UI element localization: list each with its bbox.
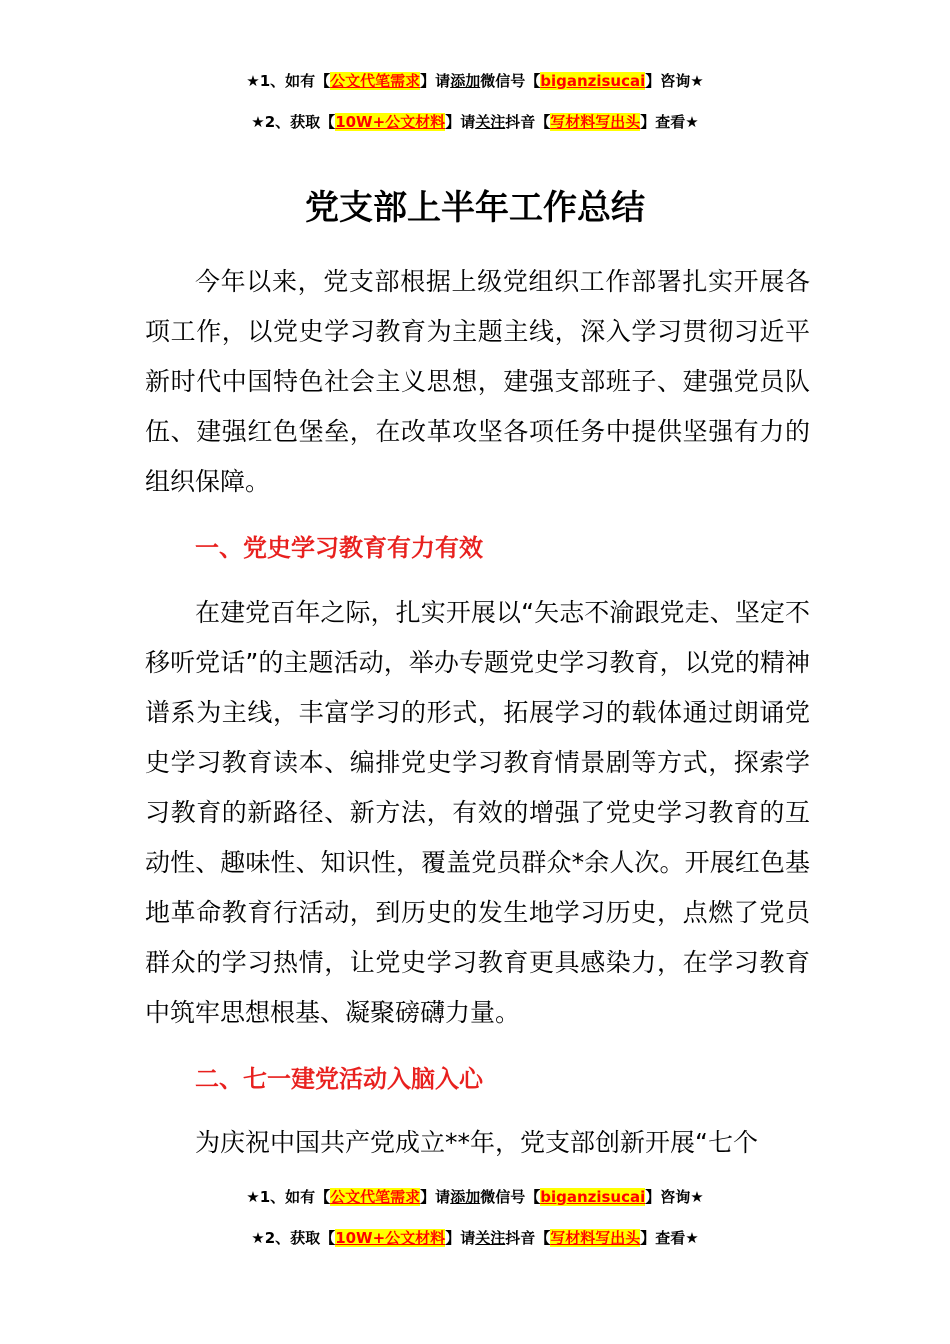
notice-text: ★1、如有【 (246, 72, 331, 90)
notice-highlight-account: 写材料写出头 (550, 1229, 641, 1247)
notice-highlight-wechat-id: biganzisucai (540, 1188, 646, 1206)
top-notice-line-1 (0, 70, 950, 92)
notice-text: ★2、获取【 (251, 1229, 336, 1247)
notice-text: 】咨询★ (645, 1188, 704, 1206)
section-heading-1: 一、党史学习教育有力有效 (195, 534, 483, 562)
notice-highlight-account: 写材料写出头 (550, 113, 641, 131)
document-title: 党支部上半年工作总结 (305, 188, 645, 228)
notice-text: 抖音【 (505, 113, 551, 131)
notice-underlined-word: 关注 (475, 113, 506, 131)
notice-underlined-word: 添加 (450, 1188, 481, 1206)
notice-text: ★2、获取【 (251, 113, 336, 131)
intro-paragraph: 今年以来，党支部根据上级党组织工作部署扎实开展各项工作，以党史学习教育为主题主线，深入学习贯彻习近平新时代中国特色社会主义思想，建强支部班子、建强党员队伍、建强红色堡垒，在改革攻坚各项任务中提供坚强有力的组织保障。 (145, 267, 810, 496)
notice-highlight-materials: 10W+公文材料 (335, 1229, 446, 1247)
notice-text: ★1、如有【 (246, 1188, 331, 1206)
bottom-notice-line-2 (0, 1227, 950, 1249)
notice-text: 抖音【 (505, 1229, 551, 1247)
bottom-notice-line-1 (0, 1186, 950, 1208)
notice-text: 微信号【 (480, 72, 541, 90)
notice-highlight-wechat-id: biganzisucai (540, 72, 646, 90)
notice-highlight-service: 公文代笔需求 (330, 72, 421, 90)
notice-text: 】请 (445, 113, 476, 131)
notice-text: 】请 (445, 1229, 476, 1247)
notice-text: 】请 (420, 72, 451, 90)
top-notice-line-2 (0, 111, 950, 133)
notice-underlined-word: 关注 (475, 1229, 506, 1247)
section-2-paragraph: 为庆祝中国共产党成立**年，党支部创新开展“七个 (195, 1128, 758, 1157)
section-heading-2: 二、七一建党活动入脑入心 (195, 1065, 483, 1093)
notice-text: 】咨询★ (645, 72, 704, 90)
notice-highlight-service: 公文代笔需求 (330, 1188, 421, 1206)
notice-highlight-materials: 10W+公文材料 (335, 113, 446, 131)
notice-text: 】查看★ (640, 1229, 699, 1247)
notice-text: 微信号【 (480, 1188, 541, 1206)
notice-text: 】请 (420, 1188, 451, 1206)
notice-underlined-word: 添加 (450, 72, 481, 90)
section-1-paragraph: 在建党百年之际，扎实开展以“矢志不渝跟党走、坚定不移听党话”的主题活动，举办专题党史学习教育，以党的精神谱系为主线，丰富学习的形式，拓展学习的载体通过朗诵党史学习教育读本、编排党史学习教育情景剧等方式，探索学习教育的新路径、新方法，有效的增强了党史学习教育的互动性、趣味性、知识性，覆盖党员群众*余人次。开展红色基地革命教育行活动，到历史的发生地学习历史，点燃了党员群众的学习热情，让党史学习教育更具感染力，在学习教育中筑牢思想根基、凝聚磅礴力量。 (145, 598, 810, 1027)
notice-text: 】查看★ (640, 113, 699, 131)
